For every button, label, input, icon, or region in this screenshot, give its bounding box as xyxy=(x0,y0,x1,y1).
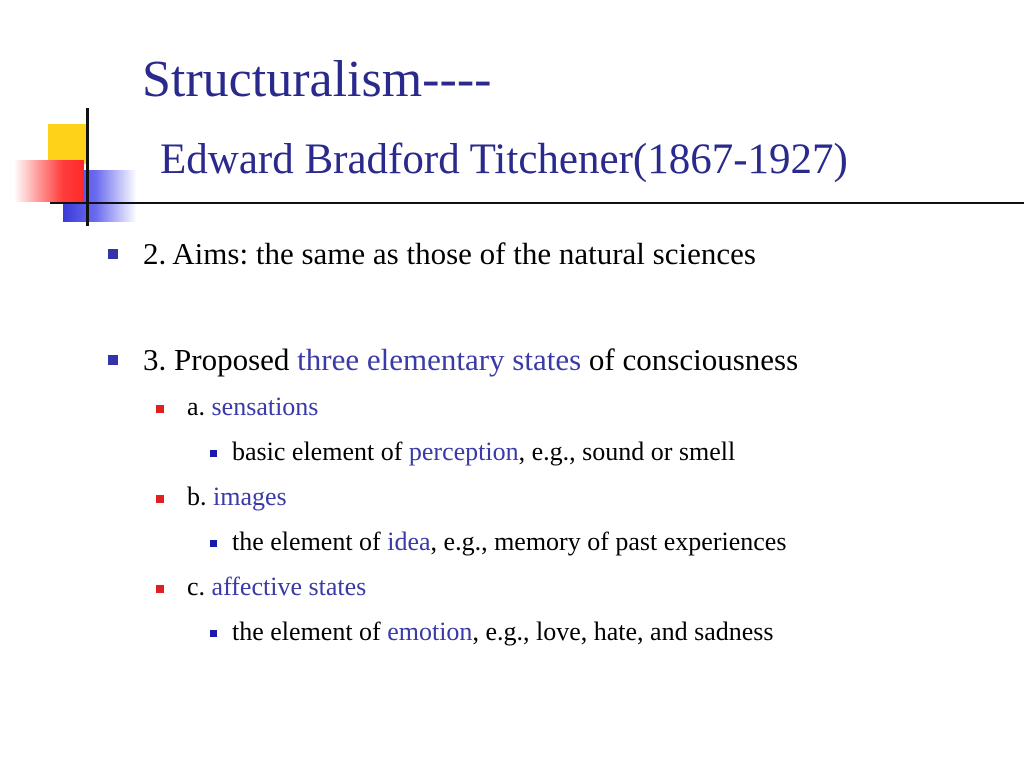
square-bullet-icon xyxy=(108,249,118,259)
detail-suffix: , e.g., sound or smell xyxy=(518,437,736,466)
detail-highlight: emotion xyxy=(387,617,473,646)
sub-item-highlight: images xyxy=(213,482,287,511)
detail-highlight: perception xyxy=(408,437,519,466)
detail-prefix: the element of xyxy=(232,527,388,556)
bullet-proposed-suffix: of consciousness xyxy=(581,342,799,377)
sub-item-prefix: a. xyxy=(187,392,212,421)
sub-item-highlight: sensations xyxy=(211,392,319,421)
detail-prefix: the element of xyxy=(232,617,388,646)
sub-item-sensations xyxy=(187,390,318,424)
detail-affective-states xyxy=(232,615,774,649)
square-bullet-icon xyxy=(156,585,164,593)
slide-subtitle: Edward Bradford Titchener(1867-1927) xyxy=(160,136,848,183)
title-underline xyxy=(50,202,1024,204)
sub-item-highlight: affective states xyxy=(211,572,367,601)
bullet-aims: 2. Aims: the same as those of the natural sciences xyxy=(143,236,756,271)
detail-sensations xyxy=(232,435,735,469)
square-bullet-icon xyxy=(210,540,217,547)
bullet-proposed xyxy=(143,340,798,380)
sub-item-prefix: b. xyxy=(187,482,213,511)
square-bullet-icon xyxy=(108,355,118,365)
detail-highlight: idea xyxy=(387,527,431,556)
decorative-squares-logo xyxy=(0,0,160,240)
vertical-line xyxy=(86,108,89,226)
square-bullet-icon xyxy=(156,405,164,413)
sub-item-affective-states xyxy=(187,570,366,604)
slide-title: Structuralism---- xyxy=(142,51,492,108)
detail-images xyxy=(232,525,786,559)
detail-suffix: , e.g., memory of past experiences xyxy=(430,527,787,556)
detail-prefix: basic element of xyxy=(232,437,409,466)
detail-suffix: , e.g., love, hate, and sadness xyxy=(472,617,774,646)
sub-item-images xyxy=(187,480,287,514)
red-square xyxy=(14,160,84,202)
yellow-square xyxy=(48,124,86,164)
bullet-proposed-prefix: 3. Proposed xyxy=(143,342,298,377)
sub-item-prefix: c. xyxy=(187,572,212,601)
square-bullet-icon xyxy=(156,495,164,503)
square-bullet-icon xyxy=(210,450,217,457)
square-bullet-icon xyxy=(210,630,217,637)
bullet-proposed-highlight: three elementary states xyxy=(297,342,582,377)
